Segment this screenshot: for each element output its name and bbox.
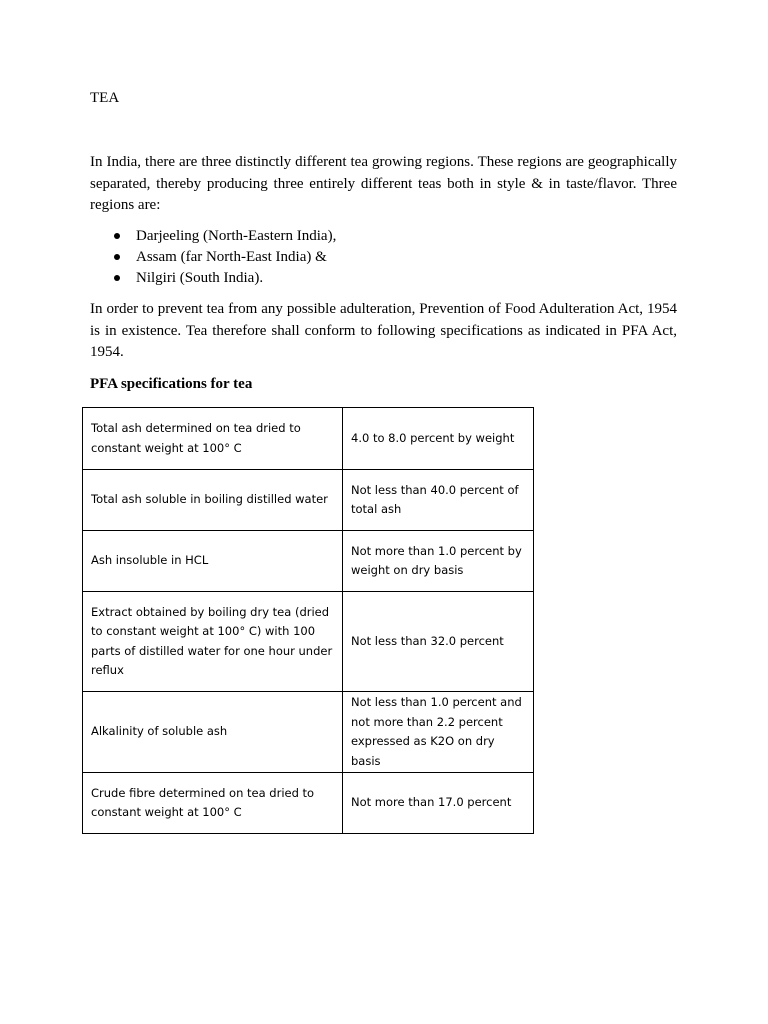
list-item: [90, 247, 336, 268]
region-label: Nilgiri (South India).: [136, 270, 264, 286]
parameter-cell: Total ash determined on tea dried to constant weight at 100° C: [83, 408, 343, 470]
table-row: [83, 531, 534, 592]
table-row: [83, 408, 534, 470]
value-cell: Not less than 40.0 percent of total ash: [343, 470, 534, 531]
table-row: [83, 692, 534, 773]
region-label: Assam (far North-East India) &: [136, 249, 327, 265]
value-cell: Not more than 17.0 percent: [343, 773, 534, 834]
bullet-icon: [114, 275, 120, 281]
document-title: TEA: [90, 90, 120, 106]
table-row: [83, 592, 534, 692]
list-item: [90, 226, 336, 247]
parameter-cell: Alkalinity of soluble ash: [83, 692, 343, 773]
table-row: [83, 470, 534, 531]
parameter-cell: Ash insoluble in HCL: [83, 531, 343, 592]
table-heading: PFA specifications for tea: [90, 376, 253, 392]
regions-list: [90, 226, 336, 289]
table-row: [83, 773, 534, 834]
parameter-cell: Extract obtained by boiling dry tea (dried to constant weight at 100° C) with 100 parts of distilled water for one hour under reflux: [83, 592, 343, 692]
intro-paragraph: In India, there are three distinctly different tea growing regions. These regions are geographically separated, thereby producing three entirely different teas both in style & in taste/flavor. Three regions are:: [90, 154, 677, 213]
value-cell: Not less than 32.0 percent: [343, 592, 534, 692]
value-cell: 4.0 to 8.0 percent by weight: [343, 408, 534, 470]
parameter-cell: Total ash soluble in boiling distilled water: [83, 470, 343, 531]
pfa-paragraph: In order to prevent tea from any possible adulteration, Prevention of Food Adulteration Act, 1954 is in existence. Tea therefore shall conform to following specifications as indicated in PFA Act, 1954.: [90, 301, 677, 360]
specifications-table: [82, 407, 534, 834]
bullet-icon: [114, 254, 120, 260]
bullet-icon: [114, 233, 120, 239]
list-item: [90, 268, 336, 289]
parameter-cell: Crude fibre determined on tea dried to constant weight at 100° C: [83, 773, 343, 834]
value-cell: Not more than 1.0 percent by weight on dry basis: [343, 531, 534, 592]
value-cell: Not less than 1.0 percent and not more than 2.2 percent expressed as K2O on dry basis: [343, 692, 534, 773]
region-label: Darjeeling (North-Eastern India),: [136, 228, 337, 244]
